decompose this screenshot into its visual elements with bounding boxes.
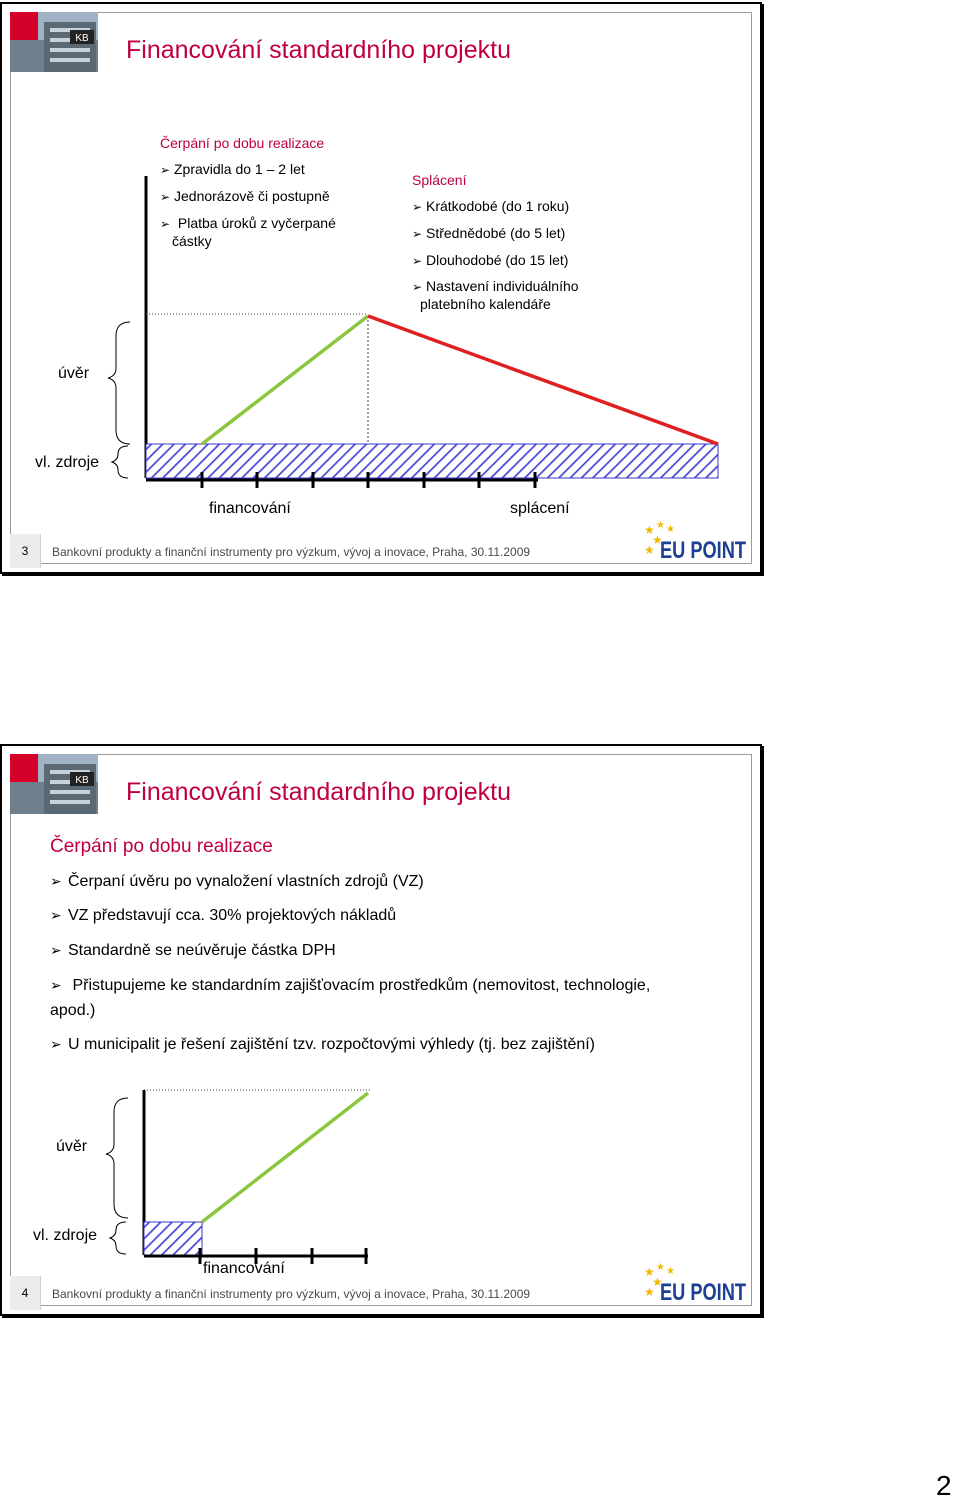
loan-brace-icon [108, 322, 130, 444]
page-number: 2 [936, 1470, 952, 1501]
loan-drawdown-line [202, 1093, 368, 1222]
kb-logo-text: KB [75, 775, 89, 786]
eu-point-text: EU POINT [660, 1279, 747, 1306]
repayment-item: ➢ Dlouhodobé (do 15 let) [412, 252, 569, 268]
svg-text:★: ★ [656, 520, 665, 531]
financing-label: financování [209, 500, 291, 517]
loan-brace-icon [106, 1098, 128, 1218]
arrow-bullet-icon: ➢ [412, 254, 423, 268]
loan-label: úvěr [58, 365, 90, 382]
svg-text:★: ★ [656, 1262, 665, 1273]
arrow-bullet-icon: ➢ [160, 190, 171, 204]
loan-repayment-line [368, 316, 718, 444]
svg-text:★: ★ [644, 543, 655, 557]
eu-point-logo [642, 1262, 748, 1308]
arrow-bullet-icon: ➢ [412, 227, 423, 241]
repayment-item: ➢ Krátkodobé (do 1 roku) [412, 198, 570, 214]
slide-3 [0, 2, 762, 574]
bullet-item: ➢ VZ představují cca. 30% projektových nákladů [50, 907, 397, 924]
kb-logo-text: KB [75, 33, 89, 44]
arrow-bullet-icon: ➢ [50, 1036, 62, 1052]
drawing-heading: Čerpání po dobu realizace [160, 135, 325, 151]
own-sources-bar [146, 444, 718, 478]
bullet-item: ➢ Přistupujeme ke standardním zajišťovacím prostředkům (nemovitost, technologie, [50, 977, 651, 994]
loan-drawdown-line [202, 316, 368, 444]
arrow-bullet-icon: ➢ [160, 217, 171, 231]
own-sources-label: vl. zdroje [35, 454, 100, 471]
arrow-bullet-icon: ➢ [50, 873, 62, 889]
financing-label: financování [203, 1260, 285, 1277]
svg-text:★: ★ [644, 1285, 655, 1299]
svg-text:★: ★ [652, 1275, 663, 1289]
footer-text: Bankovní produkty a finanční instrumenty pro výzkum, vývoj a inovace, Praha, 30.11.2009 [52, 545, 531, 559]
bullet-item: ➢ Standardně se neúvěruje částka DPH [50, 942, 336, 959]
drawing-item: ➢ Jednorázově či postupně [160, 188, 330, 204]
arrow-bullet-icon: ➢ [50, 942, 62, 958]
drawing-item: ➢ Platba úroků z vyčerpané [160, 215, 336, 231]
arrow-bullet-icon: ➢ [412, 280, 423, 294]
drawing-item-cont: částky [172, 233, 212, 249]
own-sources-label: vl. zdroje [33, 1227, 98, 1244]
arrow-bullet-icon: ➢ [50, 977, 62, 993]
drawing-item: ➢ Zpravidla do 1 – 2 let [160, 161, 305, 177]
svg-text:★: ★ [666, 1266, 675, 1277]
arrow-bullet-icon: ➢ [50, 907, 62, 923]
svg-text:★: ★ [644, 523, 655, 537]
slide-4 [0, 744, 762, 1316]
repayment-item: ➢ Nastavení individuálního [412, 278, 579, 294]
bullet-item: ➢ Čerpaní úvěru po vynaložení vlastních zdrojů (VZ) [50, 873, 424, 890]
page-title: Financování standardního projektu [126, 36, 511, 64]
section-heading: Čerpání po dobu realizace [50, 836, 273, 857]
eu-point-logo [642, 520, 748, 566]
bullet-item-cont: apod.) [50, 1002, 96, 1019]
svg-text:★: ★ [644, 1265, 655, 1279]
footer-text: Bankovní produkty a finanční instrumenty pro výzkum, vývoj a inovace, Praha, 30.11.2009 [52, 1287, 531, 1301]
arrow-bullet-icon: ➢ [412, 200, 423, 214]
arrow-bullet-icon: ➢ [160, 163, 171, 177]
repayment-item: ➢ Střednědobé (do 5 let) [412, 225, 566, 241]
svg-text:★: ★ [666, 524, 675, 535]
repayment-item-cont: platebního kalendáře [420, 296, 551, 312]
own-sources-bar [144, 1222, 202, 1255]
bullet-item: ➢ U municipalit je řešení zajištění tzv. rozpočtovými výhledy (tj. bez zajištění) [50, 1036, 596, 1053]
repayment-label: splácení [510, 500, 570, 517]
svg-text:★: ★ [652, 533, 663, 547]
financing-diagram [2, 4, 764, 576]
own-sources-brace-icon [110, 1222, 126, 1254]
eu-point-text: EU POINT [660, 537, 747, 564]
repayment-heading: Splácení [412, 172, 467, 188]
loan-label: úvěr [56, 1138, 88, 1155]
slide-number: 4 [10, 1276, 41, 1310]
own-sources-brace-icon [112, 446, 128, 478]
slide-number: 3 [10, 534, 41, 568]
page-title: Financování standardního projektu [126, 778, 511, 806]
financing-diagram [2, 746, 764, 1318]
